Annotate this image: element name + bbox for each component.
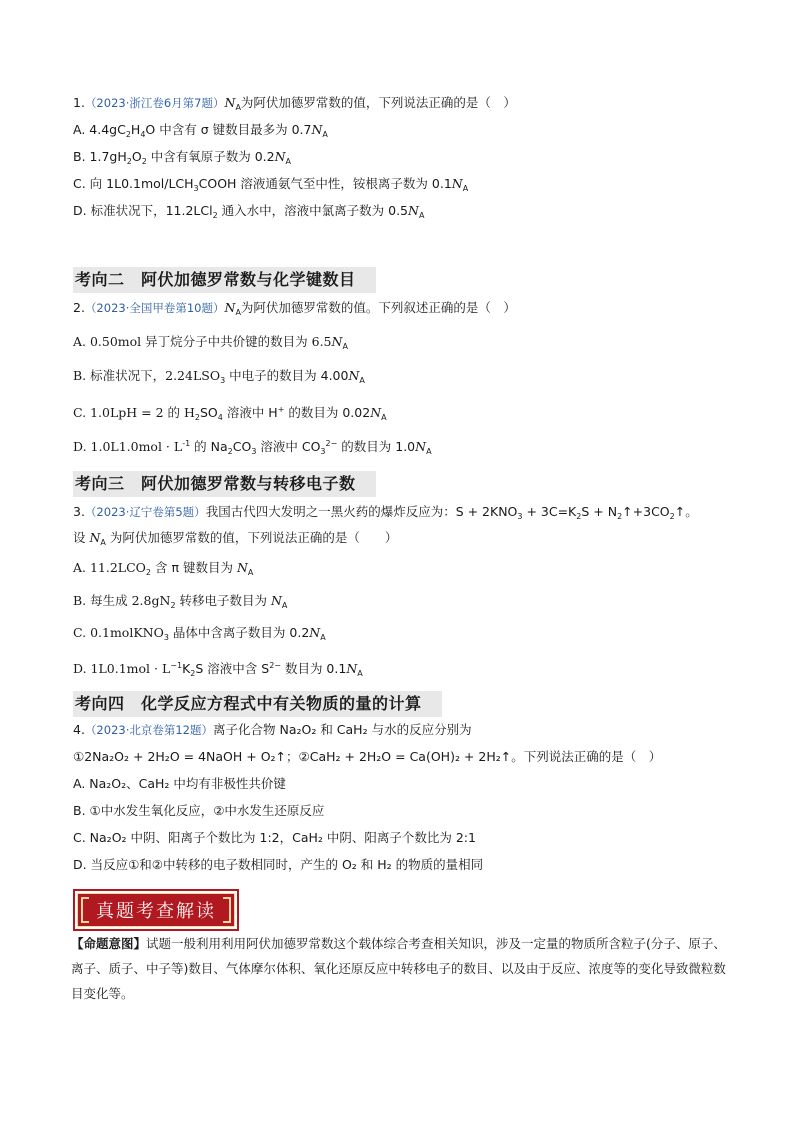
question-3-stem-line-1: 3.（2023·辽宁卷第5题）我国古代四大发明之一黑火药的爆炸反应为：$S + 2KNO_3 + 3C=K_2S$ + $N_2↑+3CO_2↑$。 <box>73 504 698 521</box>
question-1 <box>73 94 723 229</box>
question-2-stem: 2.（2023·全国甲卷第10题）$N_A$为阿伏加德罗常数的值。下列叙述正确的是（ ） <box>73 300 516 317</box>
option-d: D. $1L0.1mol \cdot L^{-1}K_2S$ 溶液中含 $S^{2-}$ 数目为 $0.1N_A$ <box>73 660 363 678</box>
question-2 <box>73 297 723 467</box>
section-heading-3: 考向三 阿伏加德罗常数与转移电子数 <box>73 471 376 497</box>
option-b: B. $1.7gH_2O_2$ 中含有氧原子数为 $0.2N_A$ <box>73 149 292 166</box>
banner-frame <box>73 889 239 931</box>
option-a: A. $4.4gC_2H_4O$ 中含有 σ 键数目最多为 $0.7N_A$ <box>73 122 328 139</box>
intent-label: 【命题意图】 <box>71 936 147 951</box>
option-b: B. ①中水发生氧化反应，②中水发生还原反应 <box>73 803 325 818</box>
option-c: C. 向 $1L0.1mol/LCH_3COOH$ 溶液通氨气至中性，铵根离子数为 $0.1N_A$ <box>73 176 469 193</box>
question-3 <box>73 501 723 687</box>
option-b: B. 每生成 $2.8gN_2$ 转移电子数目为 $N_A$ <box>73 592 288 610</box>
option-d: D. 标准状况下，11.2LCl$_2$ 通入水中，溶液中氯离子数为 $0.5N_A$ <box>73 203 425 220</box>
question-number: 1. <box>73 95 85 110</box>
question-source: （2023·浙江卷6月第7题） <box>84 96 225 110</box>
option-b: B. 标准状况下，$2.24LSO_3$ 中电子的数目为 $4.00N_A$ <box>73 368 365 385</box>
question-4-stem: 4.（2023·北京卷第12题）离子化合物 Na₂O₂ 和 CaH₂ 与水的反应分别为 <box>73 722 472 737</box>
option-c: C. 0.1molKNO$_3$ 晶体中含离子数目为 $0.2N_A$ <box>73 625 326 642</box>
question-source: （2023·辽宁卷第5题） <box>84 505 206 519</box>
intent-paragraph <box>71 931 731 1006</box>
question-4 <box>73 721 723 883</box>
option-d: D. $1.0L1.0mol \cdot L^{-1}$ 的 $Na_2CO_3$ 溶液中 $CO_3^{2-}$ 的数目为 $1.0N_A$ <box>73 439 432 456</box>
option-a: A. $11.2LCO_2$ 含 π 键数目为 $N_A$ <box>73 560 254 577</box>
question-3-stem-line-2: 设 $N_A$ 为阿伏加德罗常数的值，下列说法正确的是（ ） <box>73 530 398 547</box>
option-a: A. Na₂O₂、CaH₂ 中均有非极性共价键 <box>73 776 286 791</box>
section-heading-2: 考向二 阿伏加德罗常数与化学键数目 <box>73 267 376 293</box>
option-c: C. 1.0LpH = 2 的 $H_2SO_4$ 溶液中 H+ 的数目为 $0.02N_A$ <box>73 405 387 422</box>
banner-title: 真题考查解读 <box>77 893 235 927</box>
section-heading-4: 考向四 化学反应方程式中有关物质的量的计算 <box>73 691 442 717</box>
question-4-equations: ①2Na₂O₂ + 2H₂O = 4NaOH + O₂↑；②CaH₂ + 2H₂O = Ca(OH)₂ + 2H₂↑。下列说法正确的是（ ） <box>73 749 662 764</box>
option-c: C. Na₂O₂ 中阴、阳离子个数比为 1:2，CaH₂ 中阴、阳离子个数比为 2:1 <box>73 830 476 845</box>
question-source: （2023·北京卷第12题） <box>84 723 213 737</box>
question-source: （2023·全国甲卷第10题） <box>84 301 225 315</box>
option-d: D. 当反应①和②中转移的电子数相同时，产生的 O₂ 和 H₂ 的物质的量相同 <box>73 857 484 872</box>
document-page <box>71 94 726 1006</box>
option-a: A. 0.50mol 异丁烷分子中共价键的数目为 $6.5N_A$ <box>73 334 348 351</box>
intent-text: 试题一般利用利用阿伏加德罗常数这个载体综合考查相关知识，涉及一定量的物质所含粒子(分子、原子、离子、质子、中子等)数目、气体摩尔体积、氧化还原反应中转移电子的数目、以及由于反应、浓度等的变化导致微粒数目变化等。 <box>71 936 726 1001</box>
question-1-stem: 1.（2023·浙江卷6月第7题）$N_A$为阿伏加德罗常数的值，下列说法正确的是（ ） <box>73 95 516 112</box>
section-banner <box>73 889 723 931</box>
